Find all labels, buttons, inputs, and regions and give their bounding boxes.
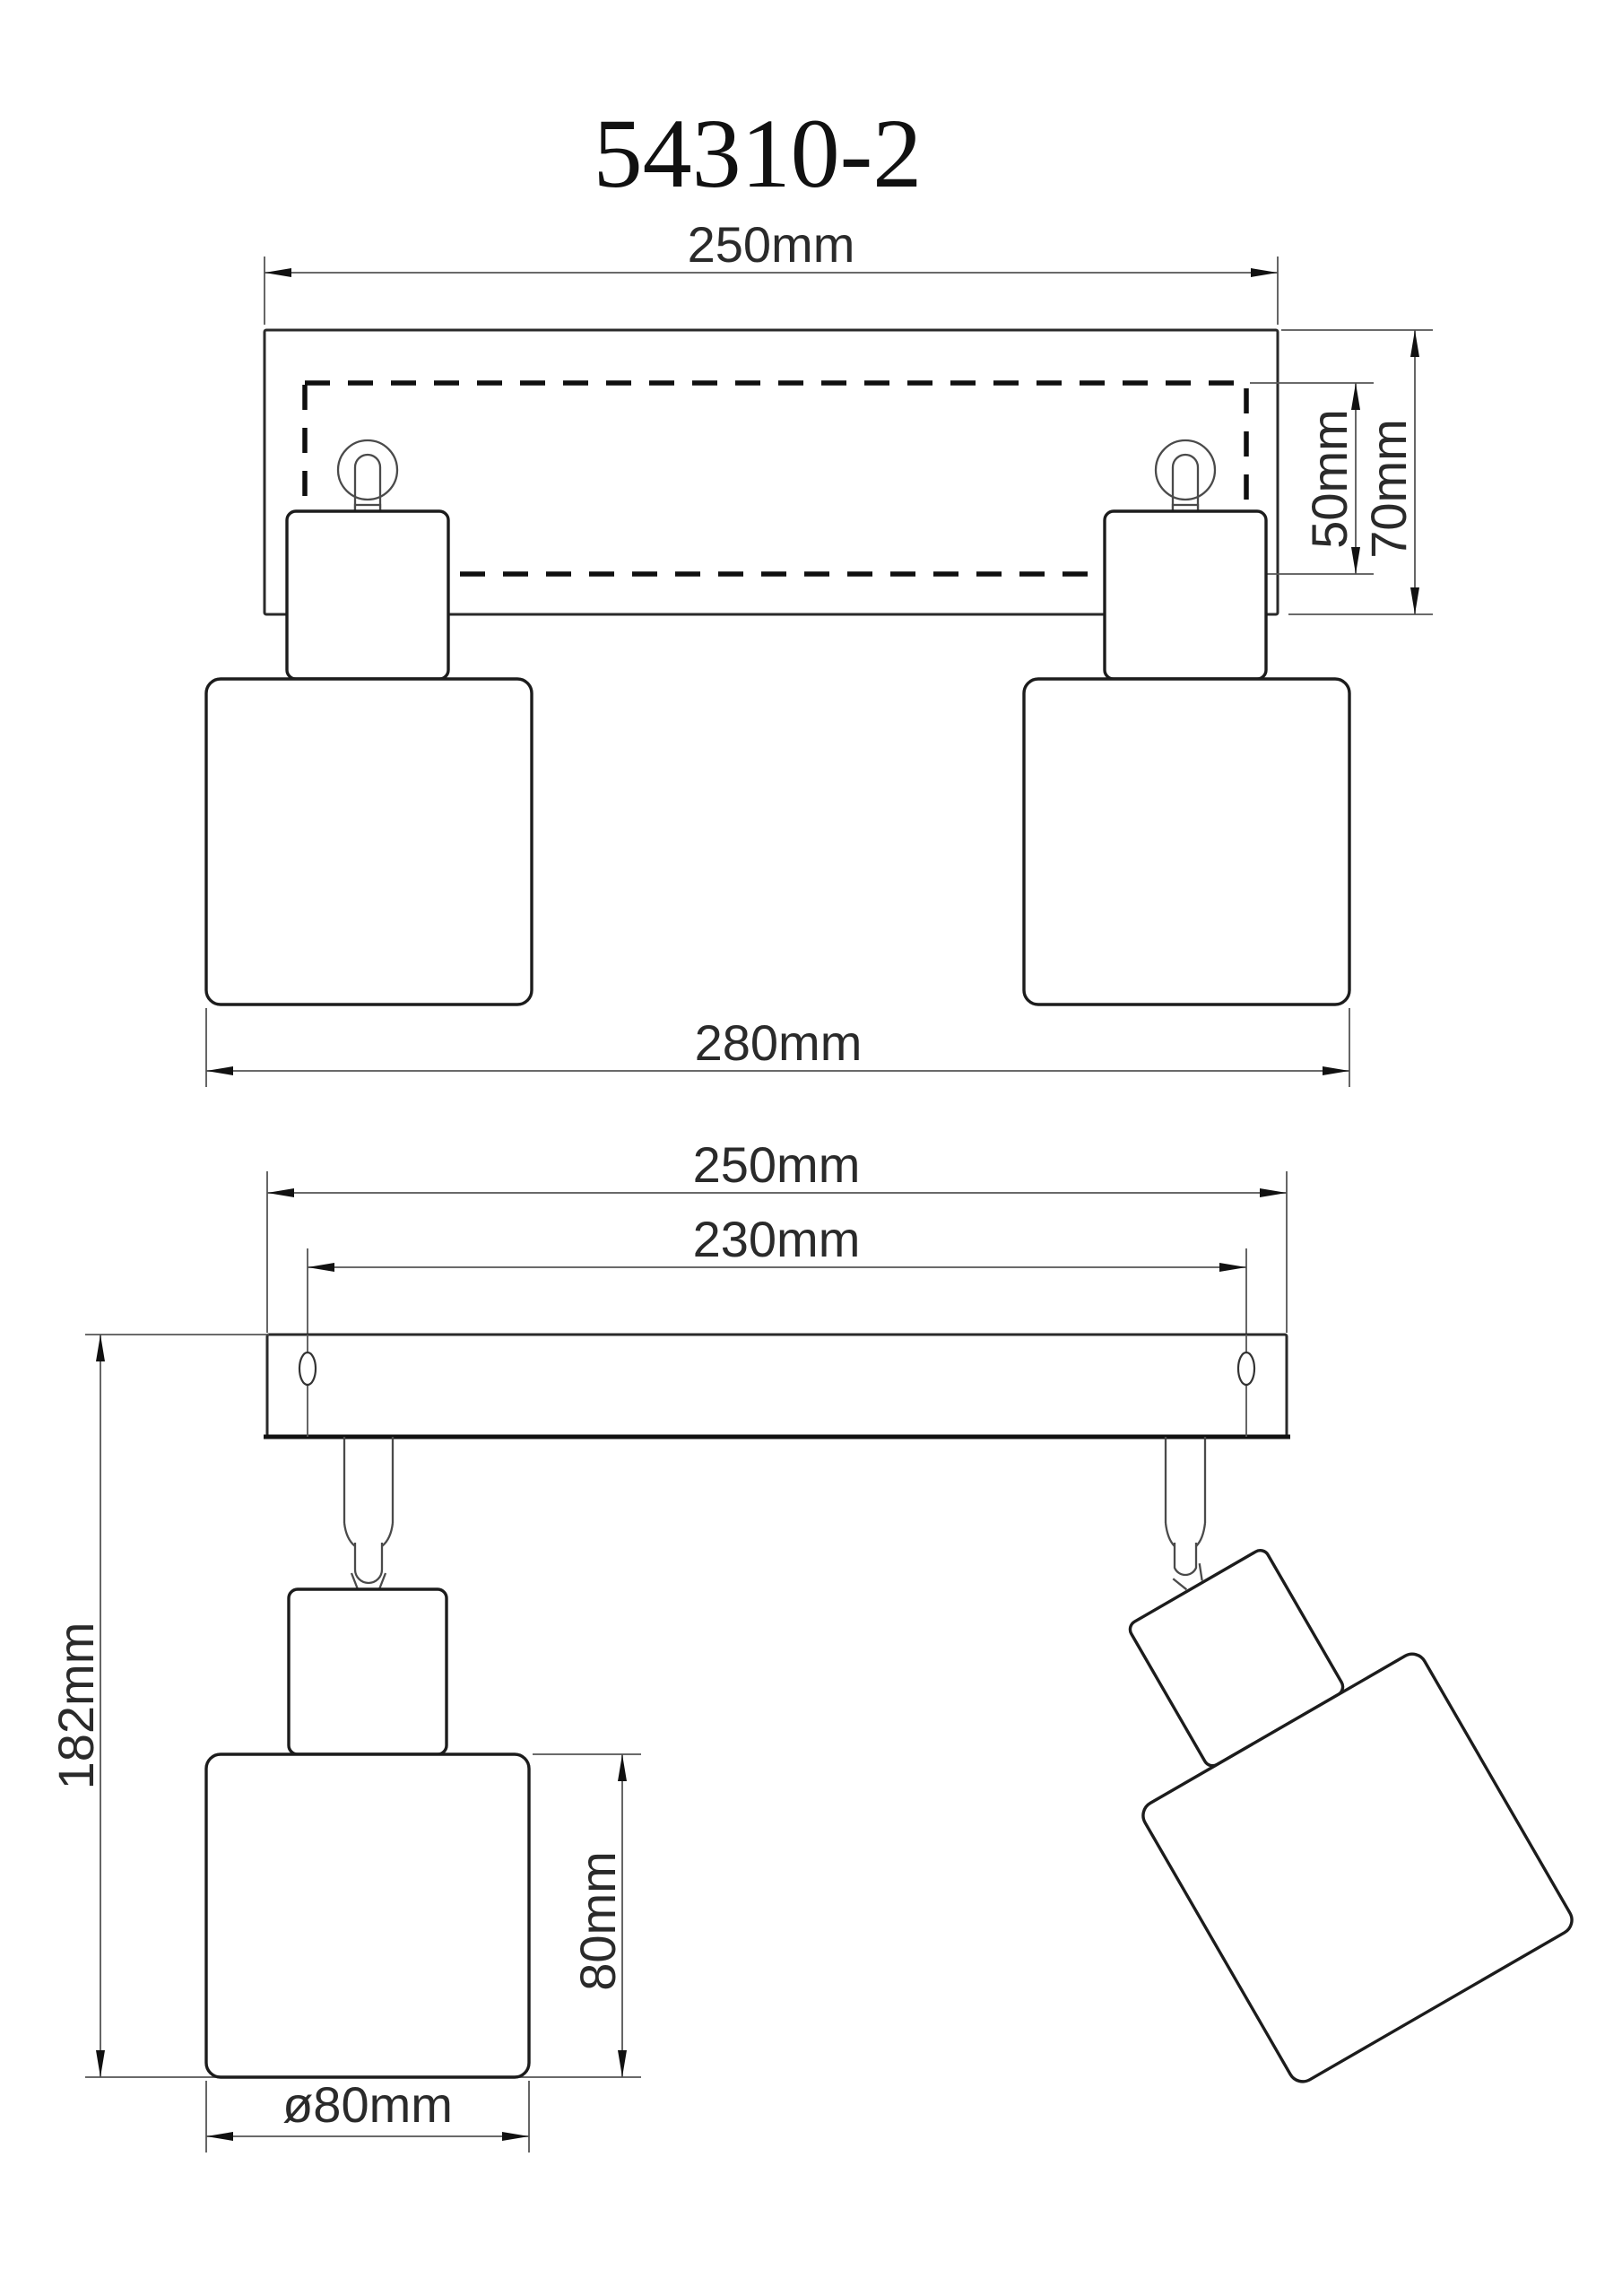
- left-shade-side: [206, 1754, 529, 2077]
- front-view: [206, 216, 1433, 1087]
- dim-shade-diameter: [206, 2076, 529, 2152]
- right-shade: [1024, 679, 1349, 1004]
- dim-label-shade-height: 80mm: [569, 1851, 626, 1991]
- dim-label-plate-width: 250mm: [687, 216, 855, 273]
- dim-label-mount-spacing: 230mm: [692, 1211, 861, 1267]
- left-arm-housing-side: [289, 1589, 447, 1754]
- dim-label-canopy-depth: 70mm: [1360, 419, 1417, 559]
- dim-mount-spacing: [308, 1211, 1246, 1351]
- left-arm-housing: [287, 511, 448, 679]
- left-mount-screw: [299, 1352, 316, 1385]
- dim-label-shade-diameter: ø80mm: [282, 2076, 453, 2133]
- dim-shade-height: [533, 1754, 641, 2077]
- dim-label-overall-width: 280mm: [694, 1014, 863, 1071]
- right-yoke-knuckle: [1175, 1543, 1196, 1575]
- dim-overall-width: [206, 1008, 1349, 1087]
- left-spot-side: [206, 1437, 529, 2077]
- right-mount-screw: [1238, 1352, 1254, 1385]
- right-spot-side: [1046, 1437, 1577, 2087]
- dim-plate-width: [265, 216, 1278, 325]
- dim-label-recess-depth: 50mm: [1301, 409, 1357, 549]
- left-yoke-knuckle: [355, 1543, 382, 1583]
- mounting-bar: [264, 1335, 1290, 1437]
- side-view: [48, 1136, 1577, 2152]
- right-arm-housing: [1105, 511, 1266, 679]
- dim-label-overall-height: 182mm: [48, 1622, 104, 1790]
- right-tilted-head: [1046, 1491, 1577, 2087]
- dim-label-bar-length: 250mm: [692, 1136, 861, 1193]
- left-shade: [206, 679, 532, 1004]
- page-title: 54310-2: [593, 99, 923, 208]
